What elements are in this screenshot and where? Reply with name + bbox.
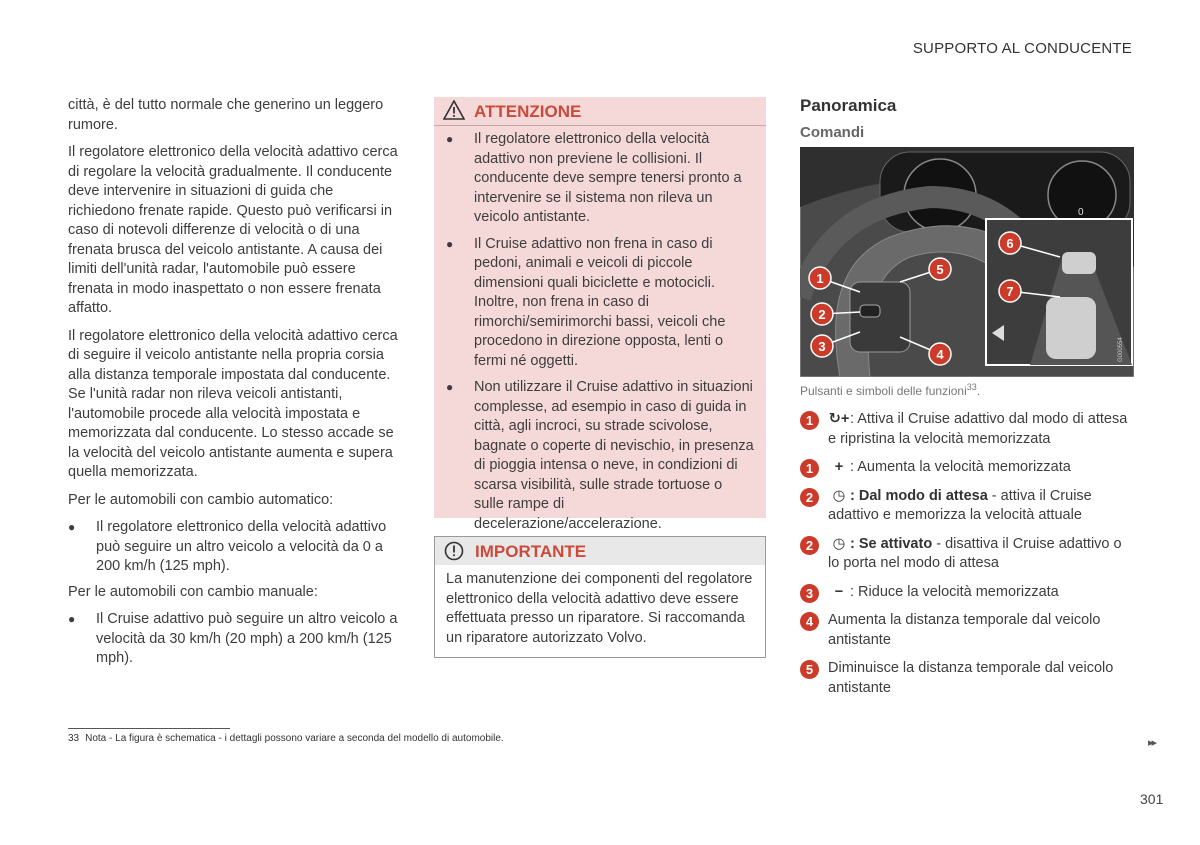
item-number-badge: 1 [800, 459, 819, 478]
svg-text:6: 6 [1006, 236, 1014, 251]
next-page-arrows-icon[interactable]: ▸▸ [1148, 737, 1156, 749]
warning-text: Il regolatore elettronico della velocità adattivo non previene le collisioni. Il conducente deve sempre tenersi pronto a intervenire se il sistema non rileva un veicolo antistante. [474, 131, 742, 225]
warning-triangle-icon [443, 100, 465, 120]
warning-text: Non utilizzare il Cruise adattivo in situazioni complesse, ad esempio in caso di guida in città, agli incroci, su strade scivolose, bagnate o coperte di nevischio, in presenza di pioggia intensa o neve, in condizioni di scarsa visibilità, sulle strade tortuose o sulle rampe di decelerazione/accelerazione. [474, 379, 754, 532]
item-text: - disattiva il Cruise adattivo o lo porta nel modo di attesa [828, 535, 1122, 571]
important-title: IMPORTANTE [475, 542, 587, 561]
item-text: : Aumenta la velocità memorizzata [850, 459, 1071, 475]
bullet-dot-icon: ● [68, 612, 76, 626]
controls-list [800, 410, 1132, 707]
speedometer-icon: ◷ [832, 487, 846, 504]
item-text: Diminuisce la distanza temporale dal veicolo antistante [828, 660, 1114, 696]
important-header [435, 537, 765, 565]
footnote-number: 33 [68, 733, 80, 744]
callout-7 [999, 280, 1021, 302]
warning-text: Il Cruise adattivo non frena in caso di pedoni, animali e veicoli di piccole dimensioni quali biciclette e motocicli. Inoltre, non frena in caso di rimorchi/semirimorchi bassi, veicoli che procedono in direzione opposta, lenti o fermi né oggetti. [474, 235, 726, 369]
svg-text:4: 4 [936, 347, 944, 362]
bullet-dot-icon: ● [446, 236, 454, 251]
bullet-dot-icon: ● [446, 132, 454, 146]
paragraph: Per le automobili con cambio manuale: [68, 583, 318, 600]
speedometer-icon: ◷ [832, 535, 846, 552]
callout-4 [929, 343, 951, 365]
svg-text:3: 3 [818, 339, 826, 354]
important-text: La manutenzione dei componenti del regolatore elettronico della velocità adattivo deve essere effettuata presso un riparatore. Si raccomanda un riparatore autorizzato Volvo. [446, 571, 753, 646]
list-item [446, 235, 756, 372]
callout-3 [811, 335, 833, 357]
svg-text:5: 5 [936, 262, 944, 277]
exclamation-circle-icon [444, 541, 464, 561]
item-text: : Riduce la velocità memorizzata [850, 583, 1059, 600]
list-item [800, 659, 1132, 698]
bullet-item [68, 610, 400, 669]
paragraph: Il regolatore elettronico della velocità adattivo cerca di regolare la velocità gradualmente. Il conducente deve intervenire in situazioni di guida che richiedono frenate rapide. Questo può verificarsi in caso di notevoli differenze di velocità o di una frenata brusca del veicolo antistante. A causa dei limiti dell'unità radar, l'automobile può essere frenata in modo inaspettato o non essere frenata affatto. [68, 144, 398, 316]
list-item [800, 535, 1132, 574]
list-item [800, 487, 1132, 526]
resume-icon: ↻+ [828, 411, 850, 427]
callout-1 [809, 267, 831, 289]
list-item [800, 611, 1132, 650]
bullet-text: Il Cruise adattivo può seguire un altro veicolo a velocità da 30 km/h (20 mph) a 200 km/h (125 mph). [96, 611, 398, 666]
item-number-badge: 5 [800, 660, 819, 679]
subsection-title: Comandi [800, 124, 865, 141]
section-header: SUPPORTO AL CONDUCENTE [912, 40, 1132, 57]
warning-header [434, 97, 766, 126]
warning-title: ATTENZIONE [474, 102, 582, 121]
item-number-badge: 1 [800, 411, 819, 430]
paragraph: Il regolatore elettronico della velocità adattivo cerca di seguire il veicolo antistante nella propria corsia alla distanza temporale impostata dal conducente. Se l'unità radar non rileva veicoli antistanti, l'automobile procede alla velocità impostata e memorizzata dal conducente. Lo stesso accade se la velocità del veicolo antistante aumenta e supera quella memorizzata. [68, 327, 398, 480]
important-box [434, 536, 766, 658]
figure-speed-readout: 76 [932, 190, 949, 207]
figure-caption: Pulsanti e simboli delle funzioni$^{33}$. [800, 382, 981, 398]
svg-text:7: 7 [1006, 284, 1014, 299]
footnote [68, 733, 504, 744]
figure-code: G000554 [1118, 337, 1124, 362]
list-item [800, 583, 1132, 603]
bullet-dot-icon: ● [446, 380, 454, 394]
controls-figure [800, 147, 1134, 377]
item-text: Aumenta la distanza temporale dal veicolo antistante [828, 612, 1101, 648]
item-number-badge: 2 [800, 488, 819, 507]
list-item [446, 130, 756, 228]
list-item [446, 378, 756, 534]
section-title: Panoramica [800, 96, 897, 115]
bullet-item [68, 518, 400, 577]
footnote-ref: 33 [966, 382, 977, 392]
warning-box [434, 97, 766, 532]
steering-wheel-illustration [800, 147, 1134, 377]
svg-text:2: 2 [818, 307, 826, 322]
item-number-badge: 4 [800, 612, 819, 631]
item-number-badge: 2 [800, 536, 819, 555]
paragraph: città, è del tutto normale che generino un leggero rumore. [68, 97, 384, 133]
item-text: - attiva il Cruise adattivo e memorizza la velocità attuale [828, 487, 1092, 523]
item-bold-text: : Se attivato [850, 535, 933, 552]
bullet-text: Il regolatore elettronico della velocità adattivo può seguire un altro veicolo a velocità da 0 a 200 km/h (125 mph). [96, 519, 387, 574]
plus-icon: + [834, 459, 844, 475]
paragraph: Per le automobili con cambio automatico: [68, 491, 334, 508]
footnote-divider [68, 728, 230, 729]
figure-gear-readout: 0 [1078, 207, 1084, 218]
callout-2 [811, 303, 833, 325]
callout-6 [999, 232, 1021, 254]
warning-list [446, 130, 756, 541]
minus-icon: − [834, 583, 844, 600]
list-item [800, 458, 1132, 478]
item-number-badge: 3 [800, 584, 819, 603]
page-number: 301 [1140, 791, 1164, 807]
body-column-left [68, 96, 400, 675]
callout-5 [929, 258, 951, 280]
footnote-text: Nota - La figura è schematica - i dettagli possono variare a seconda del modello di automobile. [85, 733, 504, 744]
item-text: : Attiva il Cruise adattivo dal modo di attesa e ripristina la velocità memorizzata [828, 411, 1128, 447]
list-item [800, 410, 1132, 449]
caption-text: Pulsanti e simboli delle funzioni [800, 384, 967, 398]
item-bold-text: : Dal modo di attesa [850, 487, 988, 504]
svg-text:1: 1 [816, 271, 824, 286]
bullet-dot-icon: ● [68, 520, 76, 534]
